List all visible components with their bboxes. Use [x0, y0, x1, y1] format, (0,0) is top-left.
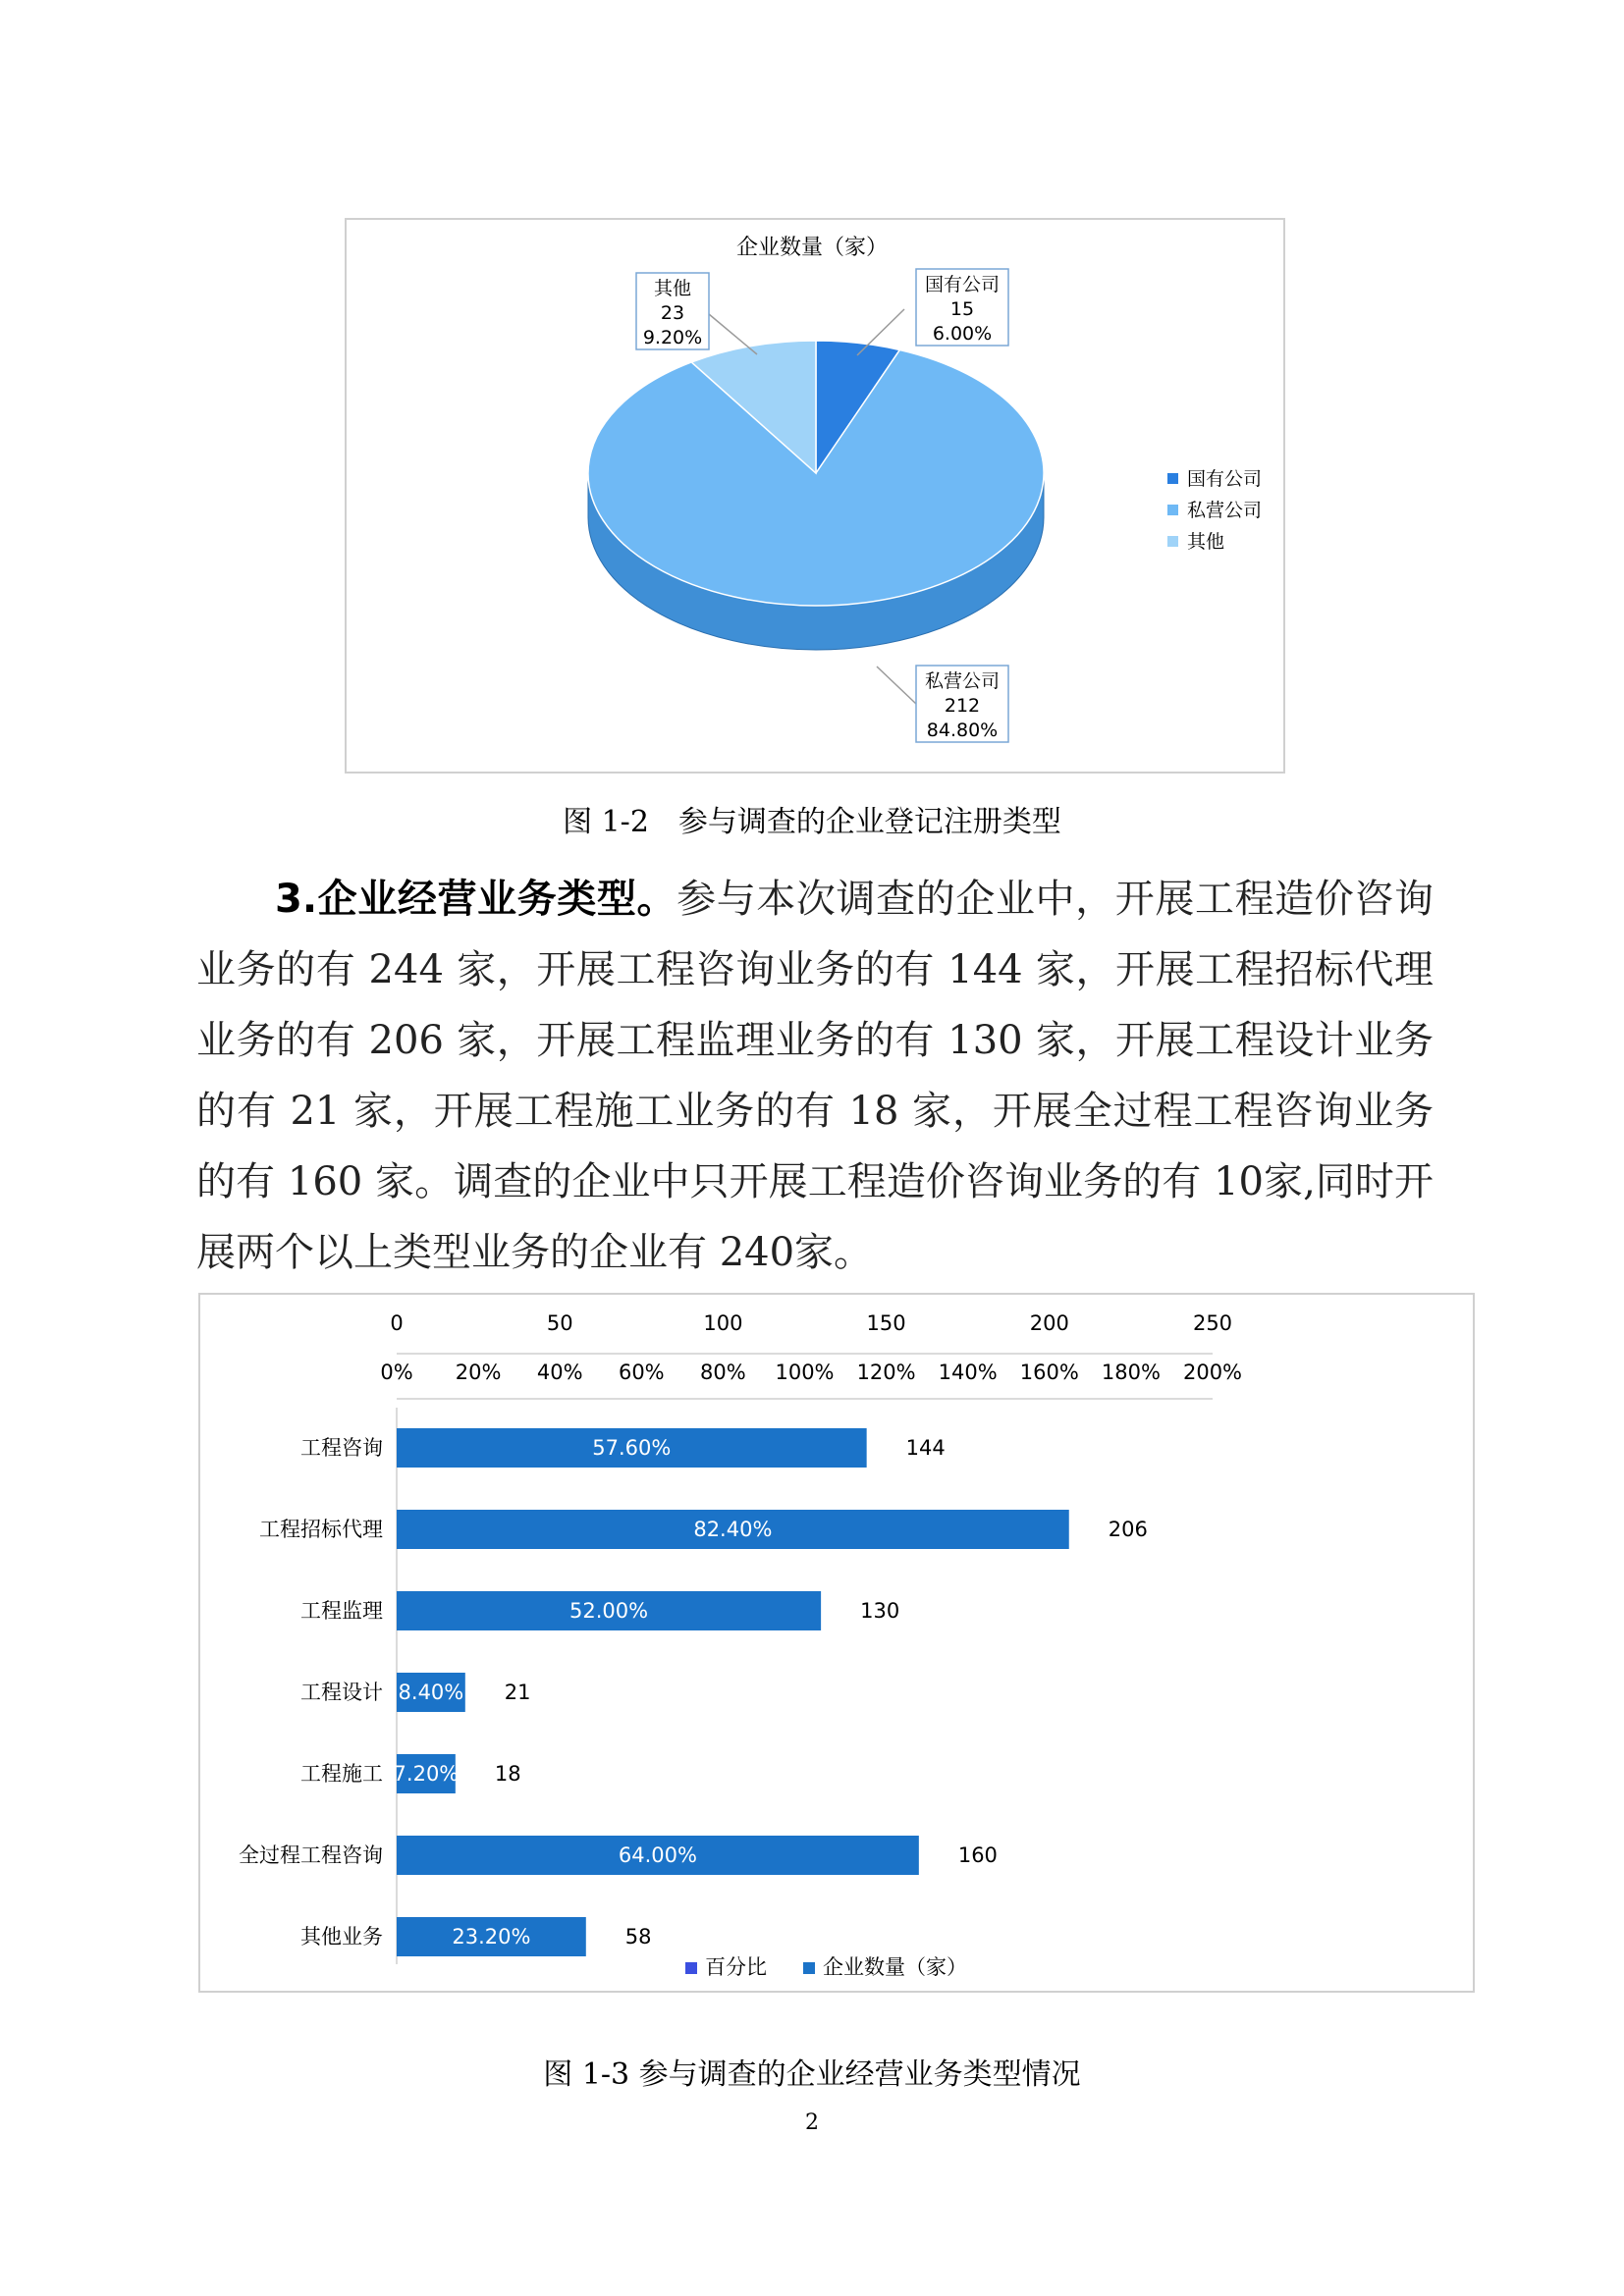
bar-percent-label-6: 23.20%	[452, 1925, 531, 1949]
category-label-2: 工程监理	[300, 1599, 383, 1623]
pie-legend-label-1: 私营公司	[1187, 500, 1263, 521]
bar-chart	[200, 1295, 1473, 1991]
pie-label-leader-1	[877, 667, 916, 704]
bar-percent-label-2: 52.00%	[569, 1599, 649, 1623]
body-paragraph	[196, 864, 1434, 1288]
bar-percent-label-1: 82.40%	[693, 1518, 773, 1541]
count-axis-tick-5: 250	[1192, 1311, 1233, 1335]
bar-value-label-6: 58	[624, 1925, 652, 1949]
percent-axis-tick-2: 40%	[536, 1361, 583, 1384]
bar-value-label-0: 144	[905, 1436, 946, 1460]
pie-label-percent-2: 9.20%	[642, 327, 703, 348]
section-heading: 3.企业经营业务类型。	[275, 877, 677, 922]
category-label-1: 工程招标代理	[259, 1518, 383, 1541]
pie-legend-label-0: 国有公司	[1187, 468, 1263, 490]
percent-axis-tick-10: 200%	[1182, 1361, 1243, 1384]
bar-value-label-2: 130	[860, 1599, 900, 1623]
pie-chart-frame	[345, 218, 1285, 774]
percent-axis-tick-7: 140%	[938, 1361, 998, 1384]
bar-legend-label-1: 企业数量（家）	[823, 1955, 967, 1979]
pie-label-value-0: 15	[949, 298, 975, 320]
bar-chart-frame	[198, 1293, 1475, 1993]
bar-percent-label-5: 64.00%	[618, 1843, 697, 1867]
bar-value-label-1: 206	[1108, 1518, 1148, 1541]
percent-axis-tick-9: 180%	[1101, 1361, 1161, 1384]
percent-axis-tick-6: 120%	[856, 1361, 916, 1384]
section-text: 参与本次调查的企业中，开展工程造价咨询业务的有 244 家，开展工程咨询业务的有 144 家，开展工程招标代理业务的有 206 家，开展工程监理业务的有 130 家，开展工程设计业务的有 21 家，开展工程施工业务的有 18 家，开展全过程工程咨询业务的有 160 家。调查的企业中只开展工程造价咨询业务的有 10家,同时开展两个以上类型业务的企业有 240家。	[196, 877, 1435, 1275]
bar-value-label-3: 21	[504, 1681, 531, 1704]
figure-3-caption: 图 1-3 参与调查的企业经营业务类型情况	[543, 2057, 1081, 2092]
count-axis-tick-4: 200	[1029, 1311, 1069, 1335]
pie-chart	[347, 220, 1283, 772]
pie-label-value-1: 212	[944, 695, 981, 717]
pie-label-name-2: 其他	[653, 278, 692, 299]
percent-axis-tick-8: 160%	[1019, 1361, 1079, 1384]
percent-axis-tick-4: 80%	[700, 1361, 746, 1384]
pie-legend-swatch-2	[1167, 536, 1178, 547]
figure-2-caption: 图 1-2 参与调查的企业登记注册类型	[563, 805, 1061, 839]
percent-axis-tick-3: 60%	[618, 1361, 665, 1384]
category-label-4: 工程施工	[300, 1762, 383, 1786]
bar-percent-label-4: 7.20%	[393, 1762, 460, 1786]
category-label-6: 其他业务	[300, 1925, 383, 1949]
bar-percent-label-3: 8.40%	[398, 1681, 464, 1704]
bar-legend-swatch-0	[685, 1962, 697, 1974]
bar-value-label-5: 160	[957, 1843, 998, 1867]
percent-axis-tick-5: 100%	[775, 1361, 835, 1384]
pie-legend-swatch-0	[1167, 473, 1178, 484]
pie-label-name-1: 私营公司	[924, 670, 1001, 692]
count-axis-tick-3: 150	[866, 1311, 906, 1335]
category-label-3: 工程设计	[300, 1681, 383, 1704]
pie-legend-label-2: 其他	[1187, 531, 1225, 553]
count-axis-tick-1: 50	[546, 1311, 573, 1335]
pie-label-percent-1: 84.80%	[926, 720, 999, 741]
pie-label-name-0: 国有公司	[924, 274, 1001, 295]
bar-legend-swatch-1	[803, 1962, 815, 1974]
pie-label-leader-2	[709, 314, 757, 354]
category-label-5: 全过程工程咨询	[239, 1843, 383, 1867]
category-label-0: 工程咨询	[300, 1436, 383, 1460]
pie-chart-title: 企业数量（家）	[735, 236, 889, 260]
pie-label-percent-0: 6.00%	[932, 323, 993, 345]
percent-axis-tick-0: 0%	[380, 1361, 413, 1384]
bar-percent-label-0: 57.60%	[592, 1436, 672, 1460]
bar-legend-label-0: 百分比	[705, 1955, 767, 1979]
page-number: 2	[805, 2110, 819, 2135]
count-axis-tick-0: 0	[390, 1311, 404, 1335]
pie-legend-swatch-1	[1167, 505, 1178, 515]
count-axis-tick-2: 100	[703, 1311, 743, 1335]
pie-label-value-2: 23	[660, 302, 685, 324]
bar-value-label-4: 18	[494, 1762, 521, 1786]
percent-axis-tick-1: 20%	[455, 1361, 502, 1384]
